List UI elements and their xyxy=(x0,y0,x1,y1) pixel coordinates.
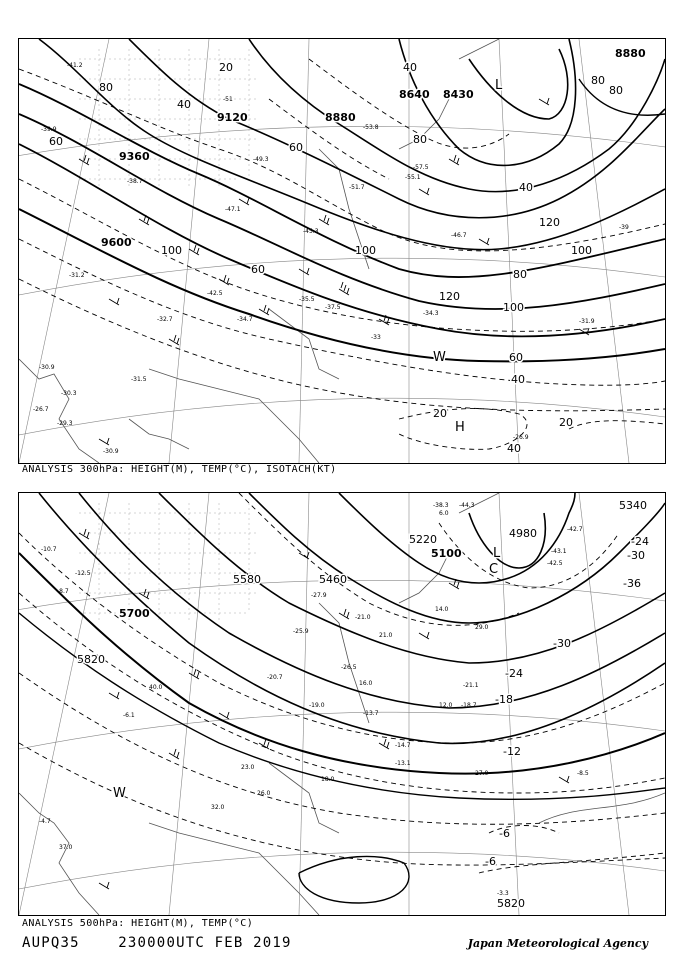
isotach-label: 60 xyxy=(49,135,63,148)
isotherm-label: -30 xyxy=(627,549,645,562)
height-label: 5700 xyxy=(119,607,150,620)
chart-id: AUPQ35 xyxy=(22,935,80,951)
station-value: -19.0 xyxy=(309,702,325,709)
station-value: -18.7 xyxy=(461,702,477,709)
temp-value: -41.2 xyxy=(67,62,83,69)
map-500hpa xyxy=(18,492,666,916)
coastline xyxy=(19,493,665,915)
temp-value: -53.8 xyxy=(363,124,379,131)
station-value: 6.0 xyxy=(439,510,449,517)
temp-value: -55.1 xyxy=(405,174,421,181)
warm-symbol: W xyxy=(433,350,446,365)
station-value: 37.0 xyxy=(59,844,73,851)
graticule xyxy=(19,39,665,463)
temp-value: -39 xyxy=(619,224,629,231)
latitude-line xyxy=(19,712,665,753)
height-label: 5820 xyxy=(77,653,105,666)
station-value: -21.0 xyxy=(355,614,371,621)
temp-value: -31.5 xyxy=(131,376,147,383)
isotach-label: 100 xyxy=(161,244,182,257)
station-value: -12.5 xyxy=(75,570,91,577)
isotherm-label: -30 xyxy=(553,637,571,650)
isotherm-label: -6 xyxy=(485,855,496,868)
temp-value: -51.7 xyxy=(349,184,365,191)
isotherm-label: -36 xyxy=(623,577,641,590)
isotach-label: 60 xyxy=(251,263,265,276)
latitude-line xyxy=(19,258,665,299)
map-300hpa-canvas xyxy=(19,39,665,463)
warm-symbol: W xyxy=(113,786,126,801)
isotach-label: 120 xyxy=(439,290,460,303)
longitude-line xyxy=(19,39,109,463)
cold-symbol: C xyxy=(489,562,499,577)
height-label: 9600 xyxy=(101,236,132,249)
isotach-label: 100 xyxy=(571,244,592,257)
isotach-label: 80 xyxy=(413,133,427,146)
station-value: -25.9 xyxy=(293,628,309,635)
station-value: -8.5 xyxy=(577,770,589,777)
temp-value: -51 xyxy=(223,96,233,103)
station-value: 32.0 xyxy=(211,804,225,811)
height-labels xyxy=(101,47,646,249)
isotach-label: 80 xyxy=(591,74,605,87)
station-value: 18.0 xyxy=(321,776,335,783)
valid-time: 230000UTC FEB 2019 xyxy=(118,935,292,951)
temp-value: -26.9 xyxy=(513,434,529,441)
station-value: -6.1 xyxy=(123,712,135,719)
hatch-region xyxy=(79,503,259,623)
isotach-label: 40 xyxy=(177,98,191,111)
station-value: -26.5 xyxy=(341,664,357,671)
isotach-label: 60 xyxy=(289,141,303,154)
isotach-label: 80 xyxy=(513,268,527,281)
temp-value: -47.1 xyxy=(225,206,241,213)
longitude-line xyxy=(579,493,629,915)
temp-value: -38.7 xyxy=(127,178,143,185)
station-value: 23.0 xyxy=(241,764,255,771)
isotherm-label: -24 xyxy=(631,535,649,548)
isotach-label: 80 xyxy=(99,81,113,94)
temp-value: -42.5 xyxy=(207,290,223,297)
station-value: -44.3 xyxy=(459,502,475,509)
station-value: 26.0 xyxy=(257,790,271,797)
temp-value: -30.9 xyxy=(39,364,55,371)
height-label: 9120 xyxy=(217,111,248,124)
station-value: 40.0 xyxy=(149,684,163,691)
station-value: -13.7 xyxy=(363,710,379,717)
isotach-label: 20 xyxy=(559,416,573,429)
graticule xyxy=(19,493,665,915)
isotherm-label: -6 xyxy=(499,827,510,840)
isotach-label: 20 xyxy=(219,61,233,74)
low-pressure-symbol: L xyxy=(493,546,501,561)
station-value: -3.3 xyxy=(497,890,509,897)
station-value: -14.7 xyxy=(395,742,411,749)
station-value: -8.7 xyxy=(57,588,69,595)
station-value: -10.7 xyxy=(41,546,57,553)
station-value: -27.9 xyxy=(311,592,327,599)
station-value: 27.0 xyxy=(475,770,489,777)
height-label: 5220 xyxy=(409,533,437,546)
height-label: 4980 xyxy=(509,527,537,540)
temp-value: -29.3 xyxy=(57,420,73,427)
height-label: 9360 xyxy=(119,150,150,163)
isotach-label: 80 xyxy=(609,84,623,97)
temp-value: -57.5 xyxy=(413,164,429,171)
temp-value: -37.5 xyxy=(325,304,341,311)
temp-value: -34.7 xyxy=(237,316,253,323)
temp-value: -31.2 xyxy=(69,272,85,279)
temp-value: -49.3 xyxy=(253,156,269,163)
station-value: -20.7 xyxy=(267,674,283,681)
temp-value: -35.5 xyxy=(299,296,315,303)
temp-value: -26.7 xyxy=(33,406,49,413)
height-label: 5460 xyxy=(319,573,347,586)
isotach-label: 40 xyxy=(519,181,533,194)
isotach-label: 100 xyxy=(355,244,376,257)
station-value: -42.7 xyxy=(567,526,583,533)
coastline xyxy=(19,39,499,463)
height-label: 8880 xyxy=(615,47,646,60)
height-label: 5100 xyxy=(431,547,462,560)
temp-value: -33 xyxy=(371,334,381,341)
isotherm-label: -18 xyxy=(495,693,513,706)
height-contours xyxy=(19,39,665,361)
station-value: -38.3 xyxy=(433,502,449,509)
station-value: -13.1 xyxy=(395,760,411,767)
agency-name: Japan Meteorological Agency xyxy=(467,937,648,950)
height-label: 8880 xyxy=(325,111,356,124)
station-value: 16.0 xyxy=(359,680,373,687)
height-label: 5580 xyxy=(233,573,261,586)
isotach-label: 60 xyxy=(509,351,523,364)
caption-500hpa: ANALYSIS 500hPa: HEIGHT(M), TEMP(°C) xyxy=(22,918,254,929)
isotach-label: 100 xyxy=(503,301,524,314)
map-300hpa xyxy=(18,38,666,464)
temp-value: -34.3 xyxy=(423,310,439,317)
temp-value: -31.9 xyxy=(579,318,595,325)
temp-value: -30.9 xyxy=(103,448,119,455)
isotach-label: 40 xyxy=(511,373,525,386)
station-value: -21.1 xyxy=(463,682,479,689)
station-value: 12.0 xyxy=(439,702,453,709)
station-value: 29.0 xyxy=(475,624,489,631)
temp-value: -32.7 xyxy=(157,316,173,323)
station-value: -42.5 xyxy=(547,560,563,567)
station-value: 21.0 xyxy=(379,632,393,639)
temp-value: -39.9 xyxy=(41,126,57,133)
low-pressure-symbol: L xyxy=(495,78,503,93)
isotach-label: 40 xyxy=(507,442,521,455)
caption-300hpa: ANALYSIS 300hPa: HEIGHT(M), TEMP(°C), ISOTACH(KT) xyxy=(22,464,337,475)
temp-value: -45.3 xyxy=(303,228,319,235)
chart-id-line xyxy=(22,935,292,951)
height-label: 8640 xyxy=(399,88,430,101)
high-pressure-symbol: H xyxy=(455,420,465,435)
height-label: 5820 xyxy=(497,897,525,910)
temp-value: -46.7 xyxy=(451,232,467,239)
map-500hpa-canvas xyxy=(19,493,665,915)
isotach-label: 20 xyxy=(433,407,447,420)
isotach-label: 120 xyxy=(539,216,560,229)
station-value: -4.7 xyxy=(39,818,51,825)
station-value: -43.1 xyxy=(551,548,567,555)
temp-value: -30.3 xyxy=(61,390,77,397)
station-value: 14.0 xyxy=(435,606,449,613)
height-label: 5340 xyxy=(619,499,647,512)
height-contours xyxy=(19,493,665,903)
isotherm-label: -24 xyxy=(505,667,523,680)
height-label: 8430 xyxy=(443,88,474,101)
isotach-label: 40 xyxy=(403,61,417,74)
isotherm-label: -12 xyxy=(503,745,521,758)
